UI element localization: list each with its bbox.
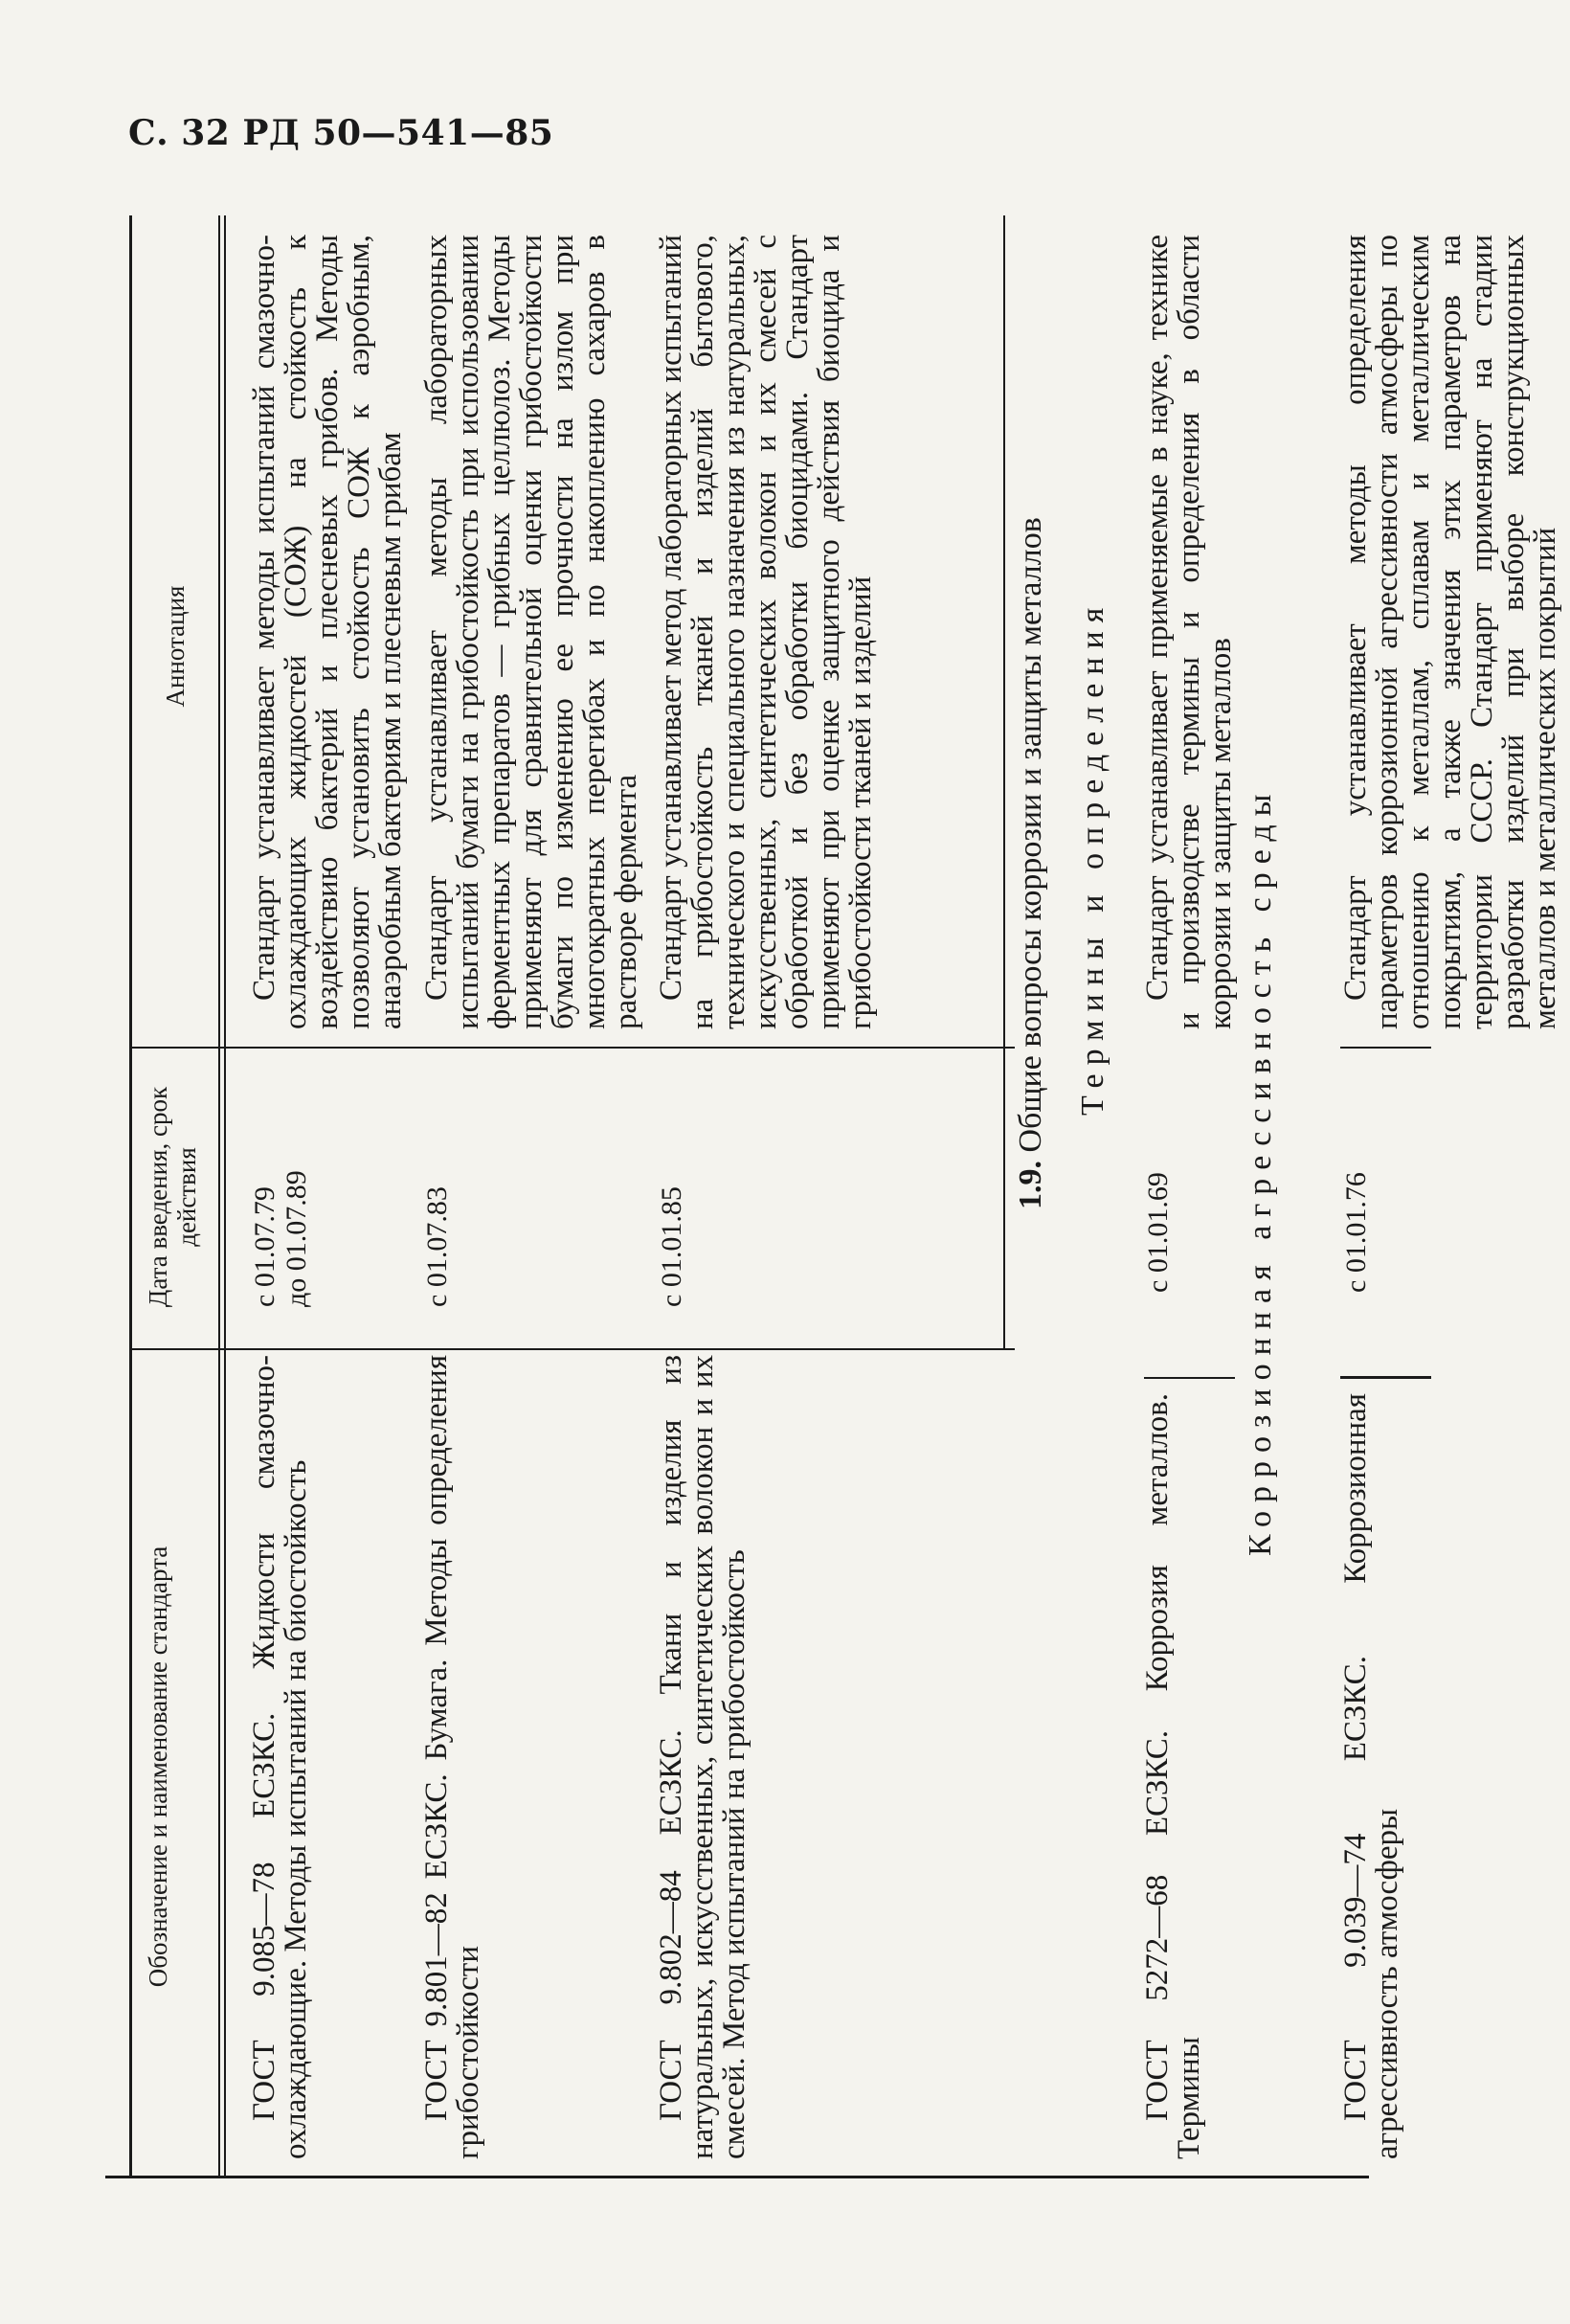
subsection-title-aggressiveness: Коррозионная агрессивность среды — [1243, 785, 1278, 1556]
column-divider-1 — [129, 1348, 1015, 1350]
header-rule-double — [224, 215, 226, 2178]
table-row-1-standard: ГОСТ 9.085—78 ЕСЗКС. Жидкости смазочно-охлаждающие. Методы испытаний на биостойкость — [247, 1355, 313, 2159]
column-header-date: Дата введения, срок действия — [144, 1086, 201, 1308]
subsection-title-terms: Термины и определения — [1075, 598, 1110, 1116]
table-row-4-annotation: Стандарт устанавливает применяемые в науке, технике и производстве термины и определения в области коррозии и защиты металлов — [1140, 235, 1238, 1029]
table-left-border — [105, 2176, 1369, 2178]
header-rule — [218, 215, 220, 2178]
table-row-3-annotation: Стандарт устанавливает метод лабораторных испытаний на грибостойкость тканей и изделий бытового, технического и специального назначения из натуральных, искусственных, синтетических волокон и их смесей с обработкой и без обработки биоцидами. Стандарт применяют при оценке защитного действия биоцида и грибостойкости тканей и изделий — [654, 235, 878, 1029]
table-row-2-annotation: Стандарт устанавливает методы лабораторных испытаний бумаги на грибостойкость при использовании ферментных препаратов — грибных целлюлоз. Методы применяют для сравнительной оценки грибостойкости бумаги по изменению ее прочности на излом при многократных перегибах и по накоплению сахаров в растворе фермента — [419, 235, 643, 1029]
table-row-2-date-from: с 01.07.83 — [421, 1186, 453, 1307]
table-row-5-standard: ГОСТ 9.039—74 ЕСЗКС. Коррозионная агрессивность атмосферы — [1338, 1393, 1404, 2159]
row-4-divider — [1144, 1377, 1235, 1379]
section-title-text: Общие вопросы коррозии и защиты металлов — [1013, 517, 1048, 1153]
table-row-3-date-from: с 01.01.85 — [656, 1186, 687, 1307]
section-title — [1015, 517, 1047, 1209]
column-divider-2 — [129, 1047, 1015, 1049]
table-row-1-annotation: Стандарт устанавливает методы испытаний смазочно-охлаждающих жидкостей (СОЖ) на стойкость к воздействию бактерий и плесневых грибов. Методы позволяют установить стойкость СОЖ к аэробным, анаэробным бактериям и плесневым грибам — [247, 235, 408, 1029]
table-row-4-date-from: с 01.01.69 — [1142, 1172, 1174, 1293]
table-row-5-date-from: с 01.01.76 — [1340, 1172, 1372, 1293]
table-row-5-annotation: Стандарт устанавливает методы определения параметров коррозионной агрессивности атмосферы по отношению к металлам, сплавам и металлическим покрытиям, а также значения этих параметров на территории СССР. Стандарт применяют на стадии разработки изделий при выборе конструкционных металлов и металлических покрытий — [1338, 235, 1562, 1029]
table-row-2-standard: ГОСТ 9.801—82 ЕСЗКС. Бумага. Методы определения грибостойкости — [419, 1355, 485, 2159]
table-row-4-standard: ГОСТ 5272—68 ЕСЗКС. Коррозия металлов. Термины — [1140, 1393, 1206, 2159]
section-number: 1.9. — [1013, 1161, 1048, 1209]
column-header-standard: Обозначение и наименование стандарта — [144, 1546, 172, 1988]
table-row-1-date-to: до 01.07.89 — [280, 1170, 312, 1307]
page-header: С. 32 РД 50—541—85 — [128, 113, 554, 153]
table-row-3-standard: ГОСТ 9.802—84 ЕСЗКС. Ткани и изделия из натуральных, искусственных, синтетических волокон и их смесей. Метод испытаний на грибостойкость — [654, 1355, 751, 2159]
table-top-border — [129, 215, 132, 2178]
column-header-annotation: Аннотация — [161, 585, 190, 708]
table-row-1-date-from: с 01.07.79 — [249, 1186, 280, 1307]
section-bottom-rule — [1003, 215, 1005, 1350]
row-5-divider-right — [1340, 1047, 1431, 1049]
row-5-divider-left — [1340, 1376, 1431, 1379]
rotated-table — [105, 215, 1562, 2178]
